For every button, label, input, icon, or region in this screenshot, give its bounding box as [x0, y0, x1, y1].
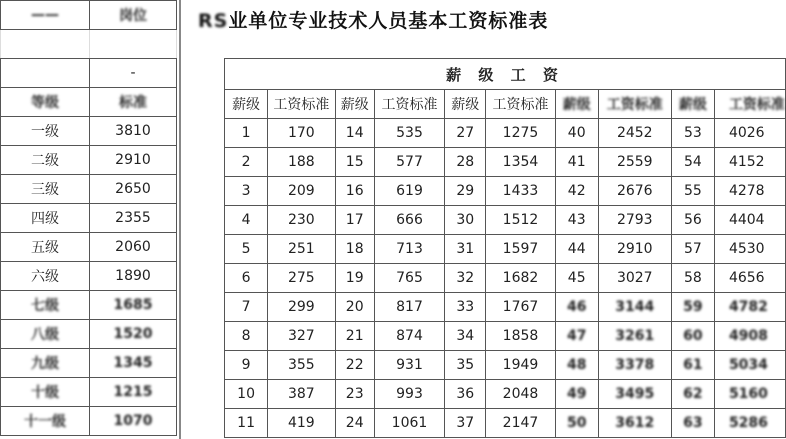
level-header: 薪级 — [335, 90, 374, 119]
standard-cell: 874 — [374, 322, 444, 351]
salary-row — [225, 206, 786, 235]
standard-cell: 577 — [374, 148, 444, 177]
level-cell: 23 — [335, 380, 374, 409]
amount-cell: 1890 — [90, 262, 177, 291]
level-cell: 47 — [555, 322, 598, 351]
title-text: 业单位专业技术人员基本工资标准表 — [228, 10, 549, 32]
salary-row — [225, 322, 786, 351]
level-cell: 7 — [225, 293, 268, 322]
standard-cell: 2910 — [598, 235, 671, 264]
level-cell: 53 — [671, 119, 714, 148]
level-cell: 61 — [671, 351, 714, 380]
level-cell: 41 — [555, 148, 598, 177]
level-cell: 35 — [445, 351, 486, 380]
left-table-row — [1, 320, 177, 349]
level-cell: 50 — [555, 409, 598, 438]
level-cell: 11 — [225, 409, 268, 438]
standard-cell: 4782 — [714, 293, 785, 322]
level-cell: 29 — [445, 177, 486, 206]
level-cell: 2 — [225, 148, 268, 177]
standard-cell: 419 — [268, 409, 335, 438]
level-cell: 63 — [671, 409, 714, 438]
left-sub-row — [1, 59, 177, 88]
level-cell: 62 — [671, 380, 714, 409]
standard-cell: 993 — [374, 380, 444, 409]
grade-cell: 二级 — [1, 146, 90, 175]
level-cell: 28 — [445, 148, 486, 177]
salary-row — [225, 177, 786, 206]
amount-cell: 1345 — [90, 349, 177, 378]
left-sub-mark: - — [90, 59, 177, 88]
amount-cell: 1685 — [90, 291, 177, 320]
standard-cell: 387 — [268, 380, 335, 409]
level-cell: 44 — [555, 235, 598, 264]
salary-row — [225, 380, 786, 409]
level-cell: 14 — [335, 119, 374, 148]
title-obscured-prefix: RS — [198, 10, 229, 32]
level-cell: 20 — [335, 293, 374, 322]
left-table-body — [1, 117, 177, 436]
standard-cell: 931 — [374, 351, 444, 380]
level-cell: 49 — [555, 380, 598, 409]
standard-cell: 327 — [268, 322, 335, 351]
standard-cell: 2452 — [598, 119, 671, 148]
standard-header: 工资标准 — [486, 90, 555, 119]
level-cell: 43 — [555, 206, 598, 235]
left-table-row — [1, 262, 177, 291]
standard-cell: 817 — [374, 293, 444, 322]
standard-cell: 1512 — [486, 206, 555, 235]
salary-row — [225, 119, 786, 148]
amount-cell: 3810 — [90, 117, 177, 146]
level-cell: 48 — [555, 351, 598, 380]
level-cell: 19 — [335, 264, 374, 293]
amount-cell: 2650 — [90, 175, 177, 204]
standard-cell: 4404 — [714, 206, 785, 235]
standard-cell: 535 — [374, 119, 444, 148]
level-cell: 9 — [225, 351, 268, 380]
level-header: 薪级 — [671, 90, 714, 119]
standard-cell: 4908 — [714, 322, 785, 351]
salary-row — [225, 235, 786, 264]
left-table-row — [1, 291, 177, 320]
salary-row — [225, 148, 786, 177]
standard-cell: 3495 — [598, 380, 671, 409]
standard-cell: 1061 — [374, 409, 444, 438]
left-header-col2: 岗位 — [90, 1, 177, 30]
level-cell: 40 — [555, 119, 598, 148]
standard-cell: 355 — [268, 351, 335, 380]
standard-cell: 188 — [268, 148, 335, 177]
level-cell: 34 — [445, 322, 486, 351]
standard-cell: 3612 — [598, 409, 671, 438]
standard-cell: 2676 — [598, 177, 671, 206]
group-title: 薪 级 工 资 — [225, 59, 786, 90]
group-header-row — [225, 59, 786, 90]
amount-cell: 1215 — [90, 378, 177, 407]
standard-cell: 170 — [268, 119, 335, 148]
standard-cell: 2147 — [486, 409, 555, 438]
level-cell: 10 — [225, 380, 268, 409]
standard-cell: 4278 — [714, 177, 785, 206]
section-divider — [179, 0, 181, 439]
grade-cell: 六级 — [1, 262, 90, 291]
standard-cell: 1949 — [486, 351, 555, 380]
standard-cell: 275 — [268, 264, 335, 293]
salary-scale-body — [225, 119, 786, 438]
standard-cell: 765 — [374, 264, 444, 293]
standard-cell: 1767 — [486, 293, 555, 322]
level-header: 薪级 — [225, 90, 268, 119]
level-cell: 1 — [225, 119, 268, 148]
level-cell: 18 — [335, 235, 374, 264]
salary-scale-table — [224, 58, 786, 438]
standard-cell: 713 — [374, 235, 444, 264]
left-header-row — [1, 1, 177, 30]
level-cell: 37 — [445, 409, 486, 438]
standard-cell: 4530 — [714, 235, 785, 264]
left-col1-label: 等级 — [1, 88, 90, 117]
standard-cell: 3378 — [598, 351, 671, 380]
level-cell: 16 — [335, 177, 374, 206]
left-col-label-row — [1, 88, 177, 117]
level-cell: 31 — [445, 235, 486, 264]
standard-cell: 1275 — [486, 119, 555, 148]
standard-cell: 2559 — [598, 148, 671, 177]
grade-cell: 五级 — [1, 233, 90, 262]
level-cell: 30 — [445, 206, 486, 235]
left-header-col1: —— — [1, 1, 90, 30]
level-cell: 24 — [335, 409, 374, 438]
standard-cell: 619 — [374, 177, 444, 206]
level-cell: 17 — [335, 206, 374, 235]
level-cell: 58 — [671, 264, 714, 293]
standard-cell: 1433 — [486, 177, 555, 206]
standard-cell: 5034 — [714, 351, 785, 380]
level-cell: 27 — [445, 119, 486, 148]
level-cell: 8 — [225, 322, 268, 351]
salary-row — [225, 409, 786, 438]
level-cell: 55 — [671, 177, 714, 206]
salary-row — [225, 293, 786, 322]
page-title — [198, 6, 548, 33]
left-table-row — [1, 204, 177, 233]
standard-cell: 2793 — [598, 206, 671, 235]
amount-cell: 1070 — [90, 407, 177, 436]
level-header: 薪级 — [555, 90, 598, 119]
grade-cell: 一级 — [1, 117, 90, 146]
standard-cell: 209 — [268, 177, 335, 206]
level-cell: 3 — [225, 177, 268, 206]
left-table-row — [1, 233, 177, 262]
standard-cell: 4152 — [714, 148, 785, 177]
standard-cell: 1858 — [486, 322, 555, 351]
level-cell: 60 — [671, 322, 714, 351]
standard-header: 工资标准 — [714, 90, 785, 119]
grade-cell: 七级 — [1, 291, 90, 320]
left-table-row — [1, 117, 177, 146]
level-cell: 42 — [555, 177, 598, 206]
standard-cell: 299 — [268, 293, 335, 322]
level-cell: 54 — [671, 148, 714, 177]
level-cell: 33 — [445, 293, 486, 322]
level-header: 薪级 — [445, 90, 486, 119]
left-table-row — [1, 175, 177, 204]
standard-cell: 1354 — [486, 148, 555, 177]
grade-cell: 三级 — [1, 175, 90, 204]
standard-cell: 5160 — [714, 380, 785, 409]
level-cell: 5 — [225, 235, 268, 264]
standard-cell: 5286 — [714, 409, 785, 438]
amount-cell: 1520 — [90, 320, 177, 349]
amount-cell: 2060 — [90, 233, 177, 262]
grade-cell: 九级 — [1, 349, 90, 378]
standard-cell: 3027 — [598, 264, 671, 293]
level-cell: 59 — [671, 293, 714, 322]
post-salary-table — [0, 0, 177, 436]
left-table-row — [1, 349, 177, 378]
grade-cell: 十一级 — [1, 407, 90, 436]
left-table-row — [1, 407, 177, 436]
level-cell: 4 — [225, 206, 268, 235]
left-col2-label: 标准 — [90, 88, 177, 117]
standard-cell: 1682 — [486, 264, 555, 293]
level-cell: 21 — [335, 322, 374, 351]
left-blank-row — [1, 30, 177, 59]
left-table-row — [1, 146, 177, 175]
standard-cell: 251 — [268, 235, 335, 264]
level-cell: 46 — [555, 293, 598, 322]
grade-cell: 十级 — [1, 378, 90, 407]
level-cell: 56 — [671, 206, 714, 235]
standard-header: 工资标准 — [268, 90, 335, 119]
grade-cell: 四级 — [1, 204, 90, 233]
standard-header: 工资标准 — [374, 90, 444, 119]
level-cell: 57 — [671, 235, 714, 264]
level-cell: 45 — [555, 264, 598, 293]
standard-cell: 666 — [374, 206, 444, 235]
left-table-row — [1, 378, 177, 407]
salary-row — [225, 264, 786, 293]
level-cell: 32 — [445, 264, 486, 293]
amount-cell: 2355 — [90, 204, 177, 233]
level-cell: 22 — [335, 351, 374, 380]
level-cell: 6 — [225, 264, 268, 293]
standard-cell: 230 — [268, 206, 335, 235]
standard-cell: 4656 — [714, 264, 785, 293]
standard-cell: 4026 — [714, 119, 785, 148]
salary-row — [225, 351, 786, 380]
level-cell: 36 — [445, 380, 486, 409]
standard-cell: 3261 — [598, 322, 671, 351]
standard-header: 工资标准 — [598, 90, 671, 119]
level-cell: 15 — [335, 148, 374, 177]
standard-cell: 3144 — [598, 293, 671, 322]
amount-cell: 2910 — [90, 146, 177, 175]
column-header-row — [225, 90, 786, 119]
standard-cell: 2048 — [486, 380, 555, 409]
grade-cell: 八级 — [1, 320, 90, 349]
standard-cell: 1597 — [486, 235, 555, 264]
